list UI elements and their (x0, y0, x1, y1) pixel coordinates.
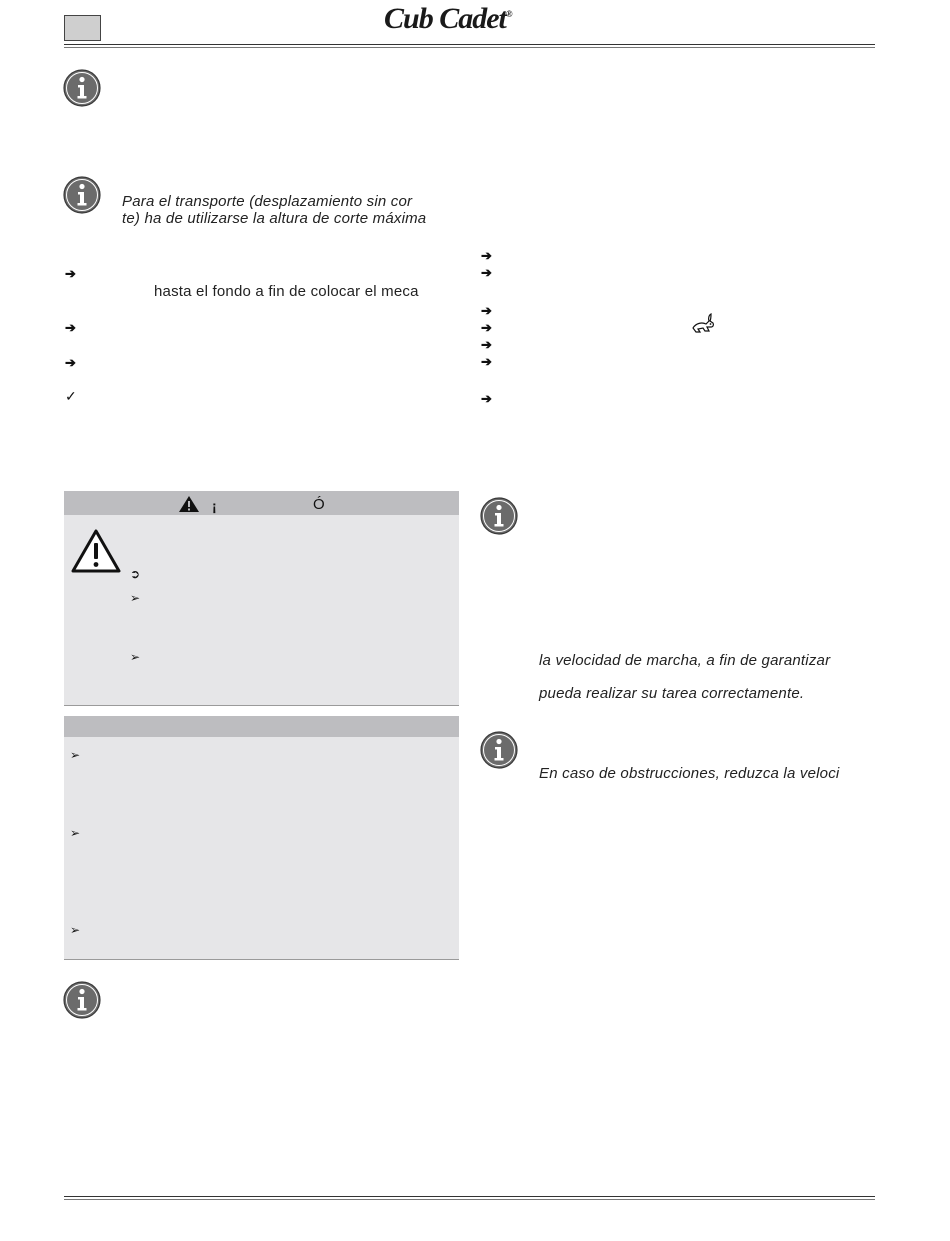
bullet-marker: ➢ (70, 748, 81, 762)
bullet-marker: ➢ (70, 826, 81, 840)
page-number-box (64, 15, 101, 41)
warning-triangle-icon (70, 528, 122, 574)
bullet-marker: ➢ (70, 923, 81, 937)
info-icon (480, 497, 518, 535)
info-icon (480, 731, 518, 769)
step-arrow: ➔ (481, 303, 492, 318)
bullet-marker: ➢ (130, 650, 141, 664)
step-text: hasta el fondo a fin de colocar el meca (154, 283, 419, 300)
footer-rule (64, 1196, 875, 1197)
brand-logo: Cub Cadet® (384, 2, 512, 35)
header-rule-thin (64, 47, 875, 48)
bullet-marker: ➢ (130, 591, 141, 605)
notes-panel (64, 716, 459, 960)
warning-panel (64, 491, 459, 706)
footer-rule-thin (64, 1199, 875, 1200)
bullet-arrow: ➲ (130, 567, 141, 581)
step-arrow: ➔ (65, 355, 76, 370)
step-arrow: ➔ (65, 320, 76, 335)
transport-note-line2: te) ha de utilizarse la altura de corte máxima (122, 210, 427, 227)
notes-panel-header (64, 716, 459, 737)
step-arrow: ➔ (481, 320, 492, 335)
transport-note-line1: Para el transporte (desplazamiento sin cor (122, 193, 413, 210)
info-icon (63, 176, 101, 214)
step-arrow: ➔ (481, 337, 492, 352)
step-arrow: ➔ (481, 391, 492, 406)
info-icon (63, 981, 101, 1019)
header-rule (64, 44, 875, 45)
step-arrow: ➔ (481, 248, 492, 263)
speed-note-line2: pueda realizar su tarea correctamente. (539, 685, 805, 702)
speed-note-line1: la velocidad de marcha, a fin de garantizar (539, 652, 831, 669)
step-arrow: ➔ (481, 265, 492, 280)
rabbit-fast-icon (690, 312, 716, 334)
step-arrow: ➔ (65, 266, 76, 281)
warning-panel-header (64, 491, 459, 515)
obstruction-note: En caso de obstrucciones, reduzca la veloci (539, 765, 840, 782)
check-mark: ✓ (65, 388, 77, 404)
info-icon (63, 69, 101, 107)
step-arrow: ➔ (481, 354, 492, 369)
warning-header-letter: Ó (313, 496, 325, 513)
warning-header-exclaim: ¡ (212, 498, 217, 514)
warning-small-icon (178, 495, 200, 513)
